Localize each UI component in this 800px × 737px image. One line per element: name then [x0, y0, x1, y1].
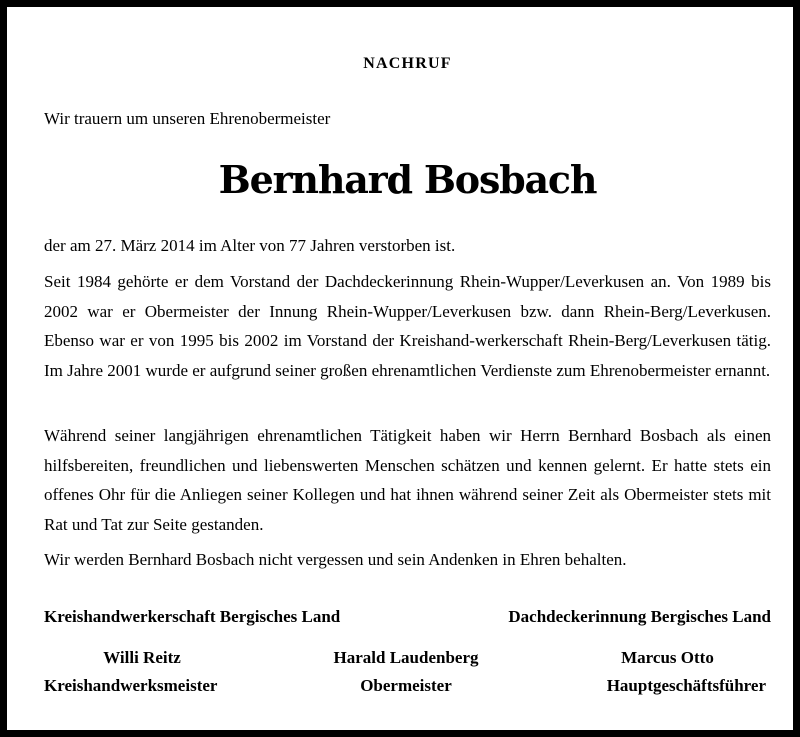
signatory-role: Kreishandwerksmeister — [44, 676, 218, 695]
paragraph-death-date: der am 27. März 2014 im Alter von 77 Jahren verstorben ist. — [44, 236, 456, 255]
signatory-role: Obermeister — [360, 676, 452, 695]
signatory-name: Marcus Otto — [621, 648, 714, 667]
organization-kreishandwerkerschaft: Kreishandwerkerschaft Bergisches Land — [44, 607, 341, 626]
deceased-name: Bernhard Bosbach — [218, 157, 597, 202]
paragraph-remembrance: Wir werden Bernhard Bosbach nicht vergessen und sein Andenken in Ehren behalten. — [44, 550, 627, 569]
paragraph-tribute: Während seiner langjährigen ehrenamtlichen Tätigkeit haben wir Herrn Bernhard Bosbach als einen hilfsbereiten, freundlichen und liebenswerten Menschen schätzen und kennen gelernt. Er hatte stets ein offenes Ohr für die Anliegen seiner Kollegen und hat ihnen während seiner Zeit als Obermeister stets mit Rat und Tat zur Seite gestanden. — [44, 426, 771, 534]
paragraph-career: Seit 1984 gehörte er dem Vorstand der Dachdeckerinnung Rhein-Wupper/Leverkusen an. Von 1989 bis 2002 war er Obermeister der Innung Rhein-Wupper/Leverkusen bzw. dann Rhein-Berg/Leverkusen. Ebenso war er von 1995 bis 2002 im Vorstand der Kreishand-werkerschaft Rhein-Berg/Leverkusen tätig. Im Jahre 2001 wurde er aufgrund seiner großen ehrenamtlichen Verdienste zum Ehrenobermeister ernannt. — [44, 272, 771, 380]
signatory-name: Willi Reitz — [103, 648, 181, 667]
intro-line: Wir trauern um unseren Ehrenobermeister — [44, 109, 331, 128]
signatory-role: Hauptgeschäftsführer — [606, 676, 766, 695]
organization-dachdeckerinnung: Dachdeckerinnung Bergisches Land — [508, 607, 771, 626]
obituary-heading: NACHRUF — [363, 55, 452, 72]
signatory-name: Harald Laudenberg — [333, 648, 479, 667]
